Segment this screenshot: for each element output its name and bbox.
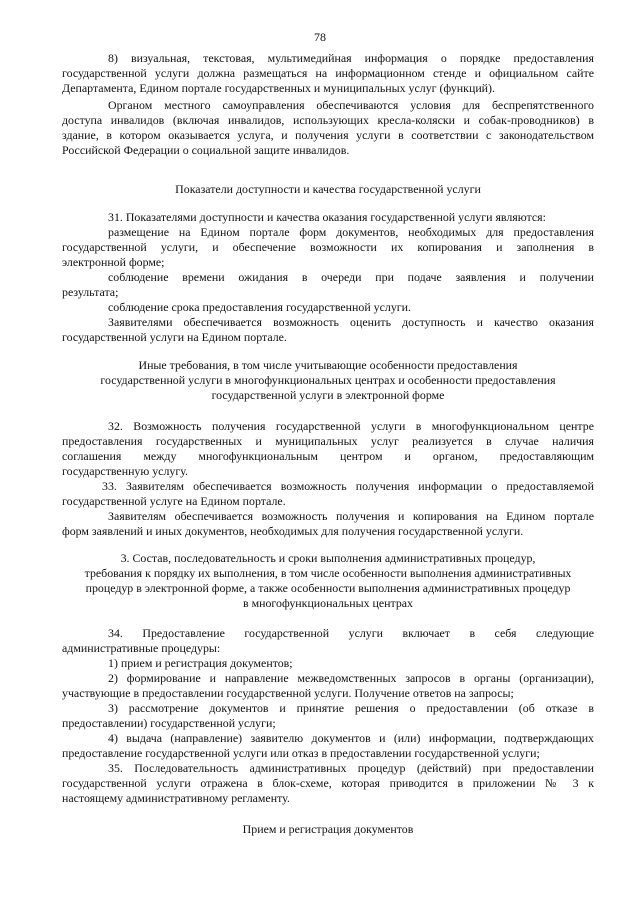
text-line: форм заявлений и иных документов, необходимых для получения государственной услуги. xyxy=(62,524,524,538)
heading-line: процедур в электронной форме, а также особенности выполнения административных процедур xyxy=(85,581,571,595)
section-heading-other-requirements xyxy=(62,358,594,403)
text-line: соглашения между многофункциональным центром и органом, предоставляющим xyxy=(62,449,594,463)
text-line: соблюдение срока предоставления государственной услуги. xyxy=(108,300,411,314)
paragraph-accessibility xyxy=(62,98,594,158)
paragraph-34-35 xyxy=(62,626,594,806)
page-number: 78 xyxy=(314,30,326,44)
text-line: Органом местного самоуправления обеспечиваются условия для беспрепятственного xyxy=(108,98,594,112)
text-line: 1) прием и регистрация документов; xyxy=(108,656,293,670)
heading-line: Иные требования, в том числе учитывающие особенности предоставления xyxy=(138,358,518,372)
paragraph-32-33 xyxy=(62,419,594,539)
text-line: государственной услуги должна размещаться на информационном стенде и официальном сайте xyxy=(62,66,594,80)
text-line: Российской Федерации о социальной защите инвалидов. xyxy=(62,143,350,157)
text-line: государственной услуги на Едином портале. xyxy=(62,330,287,344)
paragraph-info-placement xyxy=(62,51,594,96)
heading-line: требования к порядку их выполнения, в том числе особенности выполнения административных xyxy=(84,566,572,580)
text-line: 32. Возможность получения государственной услуги в многофункциональном центре xyxy=(108,419,594,433)
text-line: доступа инвалидов (включая инвалидов, использующих кресла-коляски и собак-проводников) в xyxy=(62,113,594,127)
text-line: административные процедуры: xyxy=(62,641,221,655)
text-line: предоставления государственных и муниципальных услуг реализуется в случае наличия xyxy=(62,434,594,448)
paragraph-31 xyxy=(62,210,594,345)
section-heading-indicators: Показатели доступности и качества государственной услуги xyxy=(175,182,481,196)
text-line: 33. Заявителям обеспечивается возможность получения информации о предоставляемой xyxy=(102,479,594,493)
text-line: 3) рассмотрение документов и принятие решения о предоставлении (об отказе в xyxy=(108,701,594,715)
text-line: настоящему административному регламенту. xyxy=(62,791,290,805)
heading-line: в многофункциональных центрах xyxy=(243,596,413,610)
text-line: государственной услуги отражена в блок-схеме, которая приводится в приложении № 3 к xyxy=(62,776,594,790)
text-line: государственную услугу. xyxy=(62,464,188,478)
text-line: Заявителями обеспечивается возможность оценить доступность и качество оказания xyxy=(108,315,594,329)
text-line: участвующие в предоставлении государственной услуги. Получение ответов на запросы; xyxy=(62,686,514,700)
text-line: 31. Показателями доступности и качества оказания государственной услуги являются: xyxy=(108,210,546,224)
text-line: предоставление государственной услуги или отказ в предоставлении государственной услуги; xyxy=(62,746,540,760)
text-line: 2) формирование и направление межведомственных запросов в органы (организации), xyxy=(108,671,594,685)
text-line: 35. Последовательность административных процедур (действий) при предоставлении xyxy=(108,761,594,775)
text-line: здание, в котором оказывается услуга, и получения услуги в соответствии с законодательством xyxy=(62,128,594,142)
heading-line: государственной услуги в многофункциональных центрах и особенности предоставления xyxy=(100,373,556,387)
text-line: 8) визуальная, текстовая, мультимедийная информация о порядке предоставления xyxy=(108,51,594,65)
text-line: государственной услуги, и обеспечение возможности их копирования и заполнения в xyxy=(62,240,594,254)
text-line: соблюдение времени ожидания в очереди при подаче заявления и получении xyxy=(108,270,594,284)
text-line: 4) выдача (направление) заявителю документов и (или) информации, подтверждающих xyxy=(108,731,594,745)
text-line: электронной форме; xyxy=(62,255,165,269)
text-line: размещение на Едином портале форм документов, необходимых для предоставления xyxy=(108,225,594,239)
heading-line: 3. Состав, последовательность и сроки выполнения административных процедур, xyxy=(120,551,536,565)
section-heading-3 xyxy=(62,551,594,611)
text-line: 34. Предоставление государственной услуги включает в себя следующие xyxy=(108,626,594,640)
heading-line: государственной услуги в электронной форме xyxy=(211,388,445,402)
text-line: Департамента, Едином портале государственных и муниципальных услуг (функций). xyxy=(62,81,495,95)
text-line: предоставлении) государственной услуги; xyxy=(62,716,276,730)
text-line: результата; xyxy=(62,285,119,299)
section-heading-reception: Прием и регистрация документов xyxy=(242,822,414,836)
text-line: государственной услуге на Едином портале. xyxy=(62,494,286,508)
text-line: Заявителям обеспечивается возможность получения и копирования на Едином портале xyxy=(108,509,594,523)
